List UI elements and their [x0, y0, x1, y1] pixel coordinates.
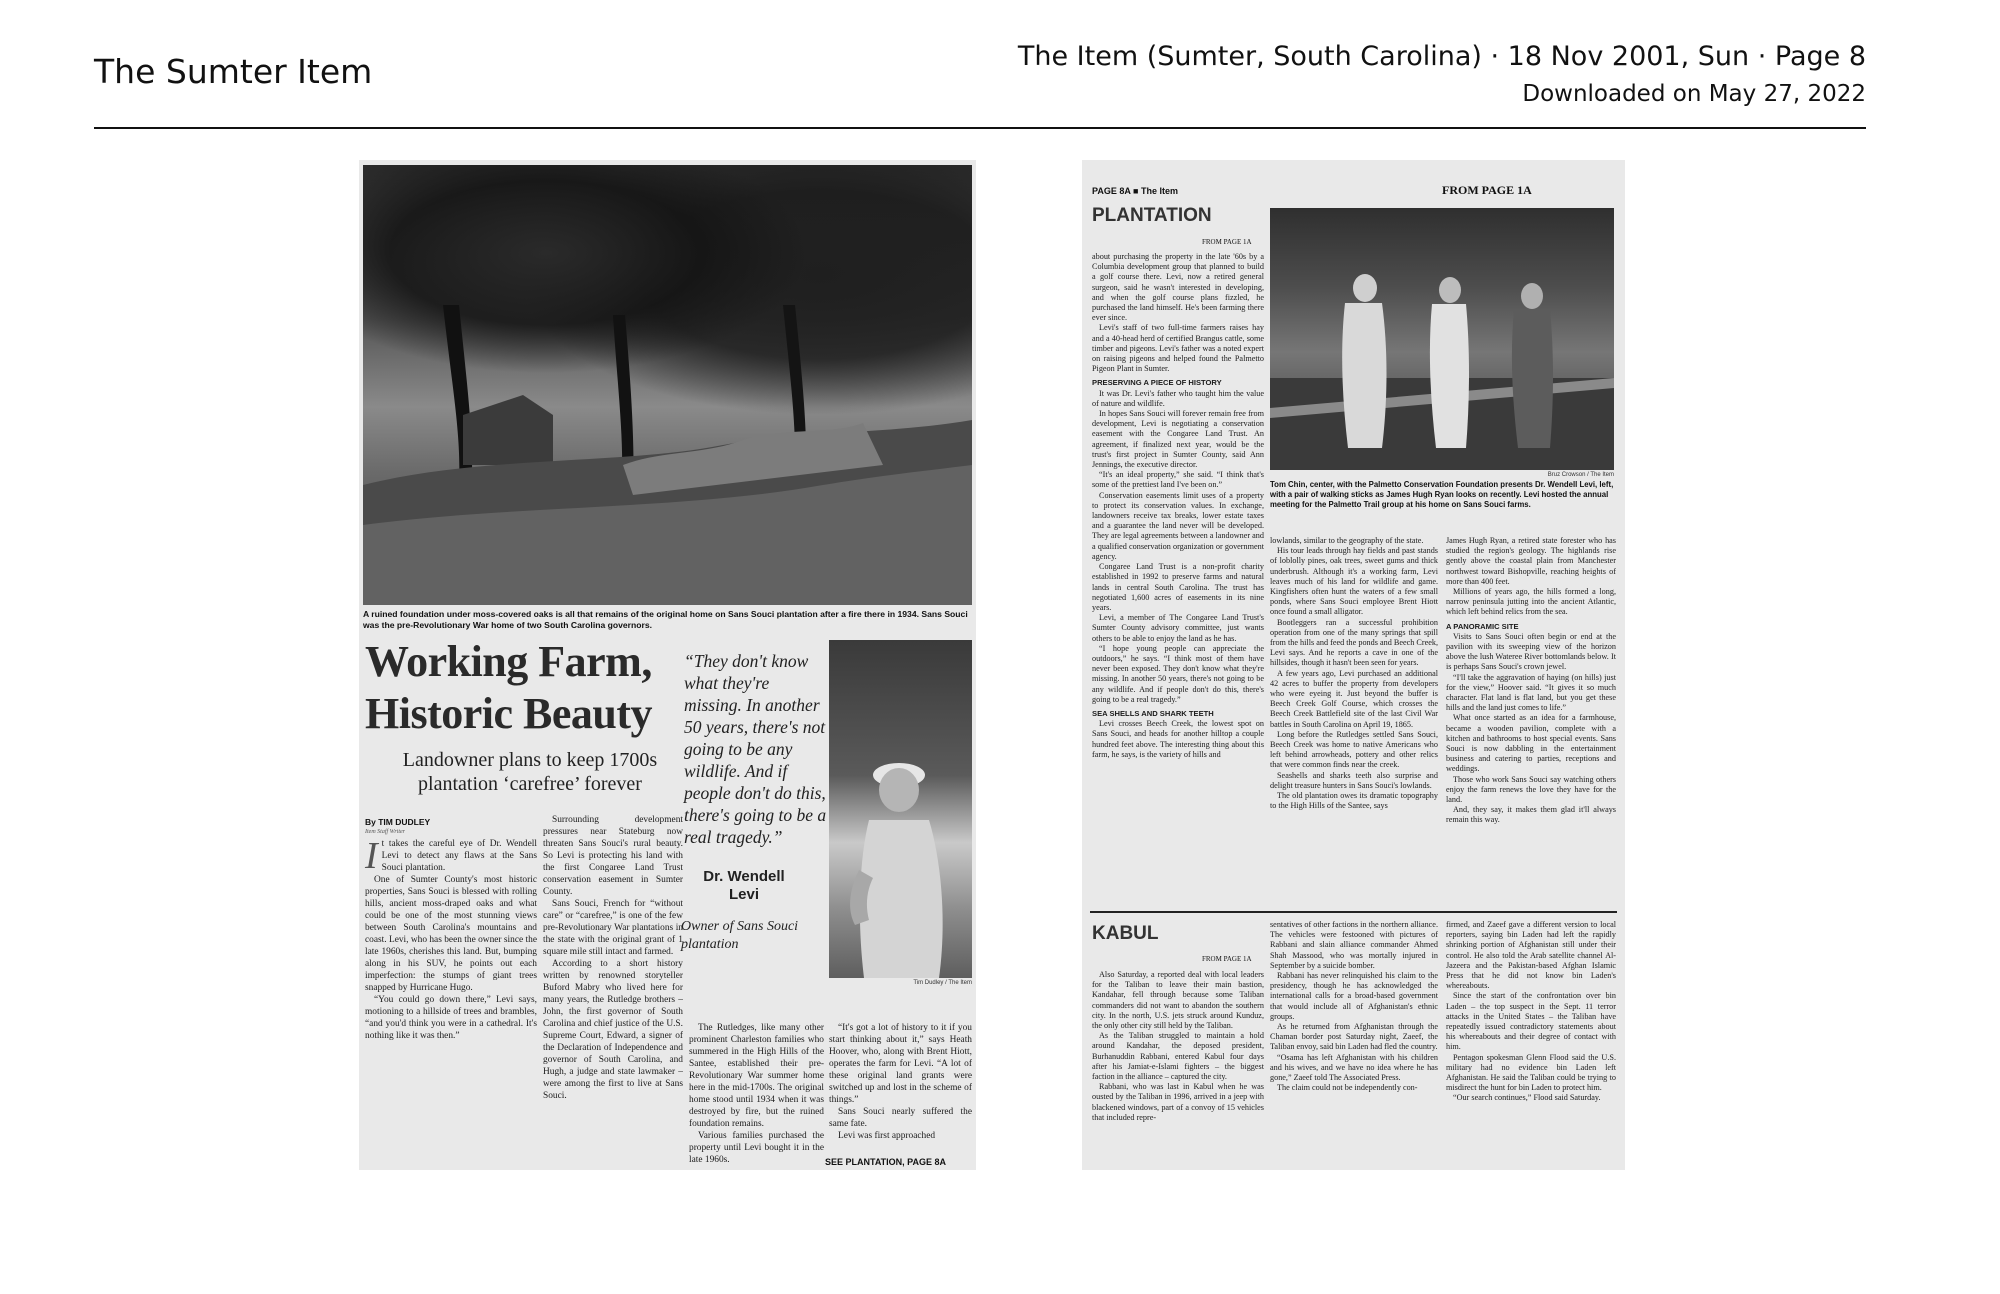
pcol3b-p4: Those who work Sans Souci say watching others enjoy the farm renews the love they have for the land.: [1446, 774, 1616, 805]
header-divider: [94, 127, 1866, 129]
byline-role: Item Staff Writer: [365, 829, 405, 835]
pcol1b-p4: Conservation easements limit uses of a property to protect its conservation values. In exchange, landowners receive tax breaks, lower estate taxes and a guarantee the land never will be developed. They are legal agreements between a landowner and a qualified conservation organization or government agency.: [1092, 490, 1264, 561]
kcol3-p2: Since the start of the confrontation over bin Laden – the top suspect in the Sept. 11 terror attacks in the United States – the Taliban have repeatedly issued contradictory statements about his whereabouts and their degree of contact with him.: [1446, 991, 1616, 1052]
col1-p2: One of Sumter County's most historic properties, Sans Souci is blessed with rolling hills, ancient moss-draped oaks and what could be one of the most stunning views between South Carolina's mountains and coast. Levi, who has been the owner since the late 1960s, cherishes this land. But, bumping along in his SUV, he points out each imperfection: the stumps of giant trees snapped by Hurricane Hugo.: [365, 875, 537, 993]
kabul-column-3: [1446, 920, 1616, 1104]
article-deck: Landowner plans to keep 1700s plantation ‘carefree’ forever: [402, 749, 658, 795]
pcol3-p1: James Hugh Ryan, a retired state forester who has studied the region's geology. The highlands rise gently above the coastal plain from Manchester northwest toward Bishopville, reaching heights of more than 400 feet.: [1446, 536, 1616, 586]
photo-caption: Tom Chin, center, with the Palmetto Conservation Foundation presents Dr. Wendell Levi, left, with a pair of walking sticks as James Hugh Ryan looks on recently. Levi hosted the annual meeting for the Palmetto Trail group at his home on Sans Souci farms.: [1270, 480, 1614, 509]
kcol2-p3: As he returned from Afghanistan through the Chaman border post Saturday night, Zaeef, the Taliban envoy, said bin Laden had fled the country.: [1270, 1022, 1438, 1052]
kcol2-p1: sentatives of other factions in the northern alliance. The vehicles were festooned with pictures of Rabbani and slain alliance commander Ahmed Shah Massood, who was mortally injured in September by a suicide bomber.: [1270, 920, 1438, 970]
side-photo-credit: Tim Dudley / The Item: [913, 980, 972, 986]
plantation-section-title: PLANTATION: [1092, 205, 1212, 226]
kabul-column-1: [1092, 970, 1264, 1123]
article-column-2: [543, 814, 683, 1102]
pcol1b-p7: “I hope young people can appreciate the outdoors,” he says. “I think most of them have never been exposed. They don't know what they're missing. In another 50 years, there's not going to be any wildlife. And if people don't do this, there's going to be a real tragedy.”: [1092, 643, 1264, 704]
pcol2-p7: The old plantation owes its dramatic topography to the High Hills of the Santee, says: [1270, 791, 1438, 811]
kcol3-p3: Pentagon spokesman Glenn Flood said the U.S. military had no evidence bin Laden left Afghanistan. He said the Taliban could be trying to misdirect the hunt for bin Laden to protect him.: [1446, 1052, 1616, 1093]
pcol1-p2: Levi's staff of two full-time farmers raises hay and a 40-head herd of certified Brangus cattle, some timber and pigeons. Levi's father was a noted expert on raising pigeons and helped found the Palmetto Pigeon Plant in Sumter.: [1092, 323, 1264, 374]
pcol2-p1: lowlands, similar to the geography of the state.: [1270, 536, 1424, 545]
kcol3-p1: firmed, and Zaeef gave a different version to local reporters, saying bin Laden had left the rapidly shrinking portion of Afghanistan still under their control. He also told the Arab satellite channel Al-Jazeera and the Pakistan-based Afghan Islamic Press that he did not know bin Laden's whereabouts.: [1446, 920, 1616, 991]
pull-quote: “They don't know what they're missing. In another 50 years, there's not going to be any wildlife. And if people don't do this, there's going to be a real tragedy.”: [684, 651, 827, 847]
jump-line: SEE PLANTATION, PAGE 8A: [825, 1157, 947, 1167]
col2-p3: According to a short history written by renowned storyteller Buford Mabry who lived here for many years, the Rutledge brothers – John, the first governor of South Carolina and chief justice of the U.S. Supreme Court, Edward, a signer of the Declaration of Independence and governor of South Carolina, and Hugh, a judge and state lawmaker – were among the first to live at Sans Souci.: [543, 959, 683, 1101]
plantation-column-1: [1092, 252, 1264, 760]
drop-cap: I: [365, 835, 378, 877]
kcol2-p5: The claim could not be independently con-: [1277, 1083, 1418, 1093]
top-photo-caption: A ruined foundation under moss-covered oaks is all that remains of the original home on Sans Souci plantation after a fire there in 1934. Sans Souci was the pre-Revolutionary War home of two South Carolina governors.: [363, 609, 968, 630]
col2-p1: Surrounding development pressures near Stateburg now threaten Sans Souci's rural beauty. So Levi is protecting his land with the first Congaree Land Trust conservation easement in Sumter County.: [543, 815, 683, 897]
pcol1b-p2: In hopes Sans Souci will forever remain free from development, Levi is negotiating a conservation easement with the Congaree Land Trust. An agreement, if finalized next year, would be the trust's first project in Sumter County, said Ann Jennings, the executive director.: [1092, 409, 1264, 470]
kcol1-p2: As the Taliban struggled to maintain a hold around Kandahar, the deposed president, Burhanuddin Rabbani, entered Kabul four days after his Jamiat-e-Islami fighters – the biggest faction in the alliance – captured the city.: [1092, 1031, 1264, 1082]
kabul-from-page: FROM PAGE 1A: [1202, 955, 1252, 963]
publication-line: The Item (Sumter, South Carolina) · 18 Nov 2001, Sun · Page 8: [1017, 41, 1866, 72]
walking-sticks-photo: [1270, 208, 1614, 470]
col4-p3: Levi was first approached: [838, 1131, 936, 1141]
kcol1-p1: Also Saturday, a reported deal with local leaders for the Taliban to leave their main bastion, Kandahar, fell through because some Taliban commanders did not want to abandon the southern city. In the north, U.S. jets struck around Kunduz, the only other city still held by the Taliban.: [1092, 970, 1264, 1031]
photo-figures: [1270, 208, 1614, 470]
front-page-clipping[interactable]: [359, 160, 976, 1170]
kabul-section-title: KABUL: [1092, 923, 1159, 944]
plantation-from-page: FROM PAGE 1A: [1202, 238, 1252, 246]
col1-p3: “You could go down there,” Levi says, motioning to a hillside of trees and brambles, “and you'd think you were in a cathedral. It's nothing like it was then.”: [365, 995, 537, 1041]
from-page-banner: FROM PAGE 1A: [1442, 183, 1532, 197]
col3-p2: Various families purchased the property until Levi bought it in the late 1960s.: [689, 1131, 824, 1165]
photo-credit: Bruz Crowson / The Item: [1547, 472, 1614, 478]
pcol1c-p1: Levi crosses Beech Creek, the lowest spot on Sans Souci, and heads for another hilltop a couple hundred feet above. The interesting thing about this farm, he says, is the variety of hills and: [1092, 719, 1264, 759]
pcol1b-p6: Levi, a member of The Congaree Land Trust's Sumter County advisory committee, just wants others to be able to enjoy the land as he has.: [1092, 613, 1264, 643]
pcol2-p4: A few years ago, Levi purchased an additional 42 acres to buffer the property from developers who were eyeing it. Just beyond the buffer is Beech Creek Golf Course, which crosses the Beech Creek Battlefield site of the last Civil War battles in South Carolina on April 19, 1865.: [1270, 668, 1438, 729]
pcol1-p1: about purchasing the property in the late '60s by a Columbia development group that planned to build a golf course there. Levi, now a retired general surgeon, said he wasn't interested in developing, and when the golf course plans fizzled, he purchased the land himself. He's been farming there ever since.: [1092, 252, 1264, 323]
publication-info: [1018, 40, 1866, 110]
kcol2-p4: “Osama has left Afghanistan with his children and his wives, and we have no idea where he has gone,” Zaeef told The Associated Press.: [1270, 1052, 1438, 1083]
article-column-1: [365, 835, 537, 1042]
subhead-preserving: PRESERVING A PIECE OF HISTORY: [1092, 378, 1222, 388]
headline-line-2: Historic Beauty: [365, 689, 653, 738]
col4-p1: “It's got a lot of history to it if you start thinking about it,” says Heath Hoover, who, along with Brent Hiott, operates the farm for Levi. “A lot of these original land grants were switched up and lost in the scheme of things.”: [829, 1023, 972, 1105]
subhead-sea-shells: SEA SHELLS AND SHARK TEETH: [1092, 708, 1214, 718]
col2-p2: Sans Souci, French for “without care” or “carefree,” is one of the few pre-Revolutionary War plantations in the state with the original grant of 1 square mile still intact and farmed.: [543, 899, 683, 957]
ruined-foundation-photo: [363, 165, 972, 605]
pcol1b-p3: “It's an ideal property,” she said. “I think that's some of the prettiest land I've been on.”: [1092, 470, 1264, 490]
photo-scene: [363, 165, 972, 605]
pcol2-p5: Long before the Rutledges settled Sans Souci, Beech Creek was home to native Americans who left behind arrowheads, pottery and other relics that were common finds near the creek.: [1270, 729, 1438, 770]
article-column-4: [829, 1022, 972, 1142]
section-divider: [1090, 911, 1617, 913]
subhead-panoramic: A PANORAMIC SITE: [1446, 621, 1519, 631]
kcol3-p4: “Our search continues,” Flood said Saturday.: [1453, 1093, 1601, 1103]
plantation-column-2: [1270, 536, 1438, 811]
headline-line-1: Working Farm,: [365, 637, 652, 686]
kcol1-p3: Rabbani, who was last in Kabul when he was ousted by the Taliban in 1996, arrived in a jeep with blackened windows, part of a convoy of 15 vehicles that included repre-: [1092, 1082, 1264, 1122]
article-headline: [365, 637, 695, 738]
pull-quote-name: Dr. Wendell Levi: [703, 868, 785, 903]
pcol2-p6: Seashells and sharks teeth also surprise and delight treasure hunters in Sans Souci's lowlands.: [1270, 770, 1438, 790]
pcol3-p2: Millions of years ago, the hills formed a long, narrow peninsula jutting into the ancient Atlantic, which left behind relics from the sea.: [1446, 587, 1616, 617]
col1-p1: t takes the careful eye of Dr. Wendell Levi to detect any flaws at the Sans Souci plantation.: [381, 839, 537, 873]
col3-p1: The Rutledges, like many other prominent Charleston families who summered in the High Hills of the Santee, established their pre-Revolutionary War summer home here in the mid-1700s. The original home stood until 1934 when it was destroyed by fire, but the ruined foundation remains.: [689, 1023, 824, 1129]
pcol1b-p1: It was Dr. Levi's father who taught him the value of nature and wildlife.: [1092, 388, 1264, 408]
page-folio: PAGE 8A ■ The Item: [1092, 186, 1178, 196]
pcol3b-p1: Visits to Sans Souci often begin or end at the pavilion with its sweeping view of the horizon above the lush Wateree River bottomlands below. It is perhaps Sans Souci's crown jewel.: [1446, 631, 1616, 672]
pcol2-p3: Bootleggers ran a successful prohibition operation from one of the many springs that spill from the hills and feed the ponds and Beech Creek, Levi says. And he reports a cave in one of the hillsides, though it hasn't been seen for years.: [1270, 617, 1438, 668]
plantation-column-3: [1446, 536, 1616, 826]
col4-p2: Sans Souci nearly suffered the same fate.: [829, 1107, 972, 1129]
pcol3b-p3: What once started as an idea for a farmhouse, became a wooden pavilion, complete with a kitchen and bathrooms to host special events. Sans Souci is now dabbling in the entertainment business and catering to parties, receptions and weddings.: [1446, 713, 1616, 774]
pull-quote-title: Owner of Sans Souci plantation: [681, 919, 799, 952]
portrait-figure: [829, 640, 972, 978]
pcol3b-p2: “I'll take the aggravation of haying (on hills) just for the view,” Hoover said. “It gives it so much character. Flat land is flat land, but you get these hills and the land just comes to life.”: [1446, 672, 1616, 713]
pcol2-p2: His tour leads through hay fields and past stands of loblolly pines, oak trees, sweet gums and thick underbrush. Although it's a working farm, Levi leaves much of his land for wildlife and game. Kingfishers often hunt the waters of a few small ponds, where Sans Souci employee Brent Hiott once found a small alligator.: [1270, 546, 1438, 617]
pcol3b-p5: And, they say, it makes them glad it'll always remain this way.: [1446, 805, 1616, 825]
pcol1b-p5: Congaree Land Trust is a non-profit charity established in 1992 to preserve farms and natural lands in central South Carolina. The trust has negotiated 1,600 acres of easements in its nine years.: [1092, 562, 1264, 612]
page-8a-clipping[interactable]: [1082, 160, 1625, 1170]
byline: By TIM DUDLEY: [365, 817, 431, 827]
downloaded-line: Downloaded on May 27, 2022: [1522, 81, 1866, 107]
kcol2-p2: Rabbani has never relinquished his claim to the presidency, though he has acknowledged the international calls for a broad-based government that would include all of Afghanistan's ethnic groups.: [1270, 971, 1438, 1021]
article-column-3: [689, 1022, 824, 1166]
site-title: The Sumter Item: [94, 52, 373, 91]
levi-portrait-photo: [829, 640, 972, 978]
kabul-column-2: [1270, 920, 1438, 1093]
